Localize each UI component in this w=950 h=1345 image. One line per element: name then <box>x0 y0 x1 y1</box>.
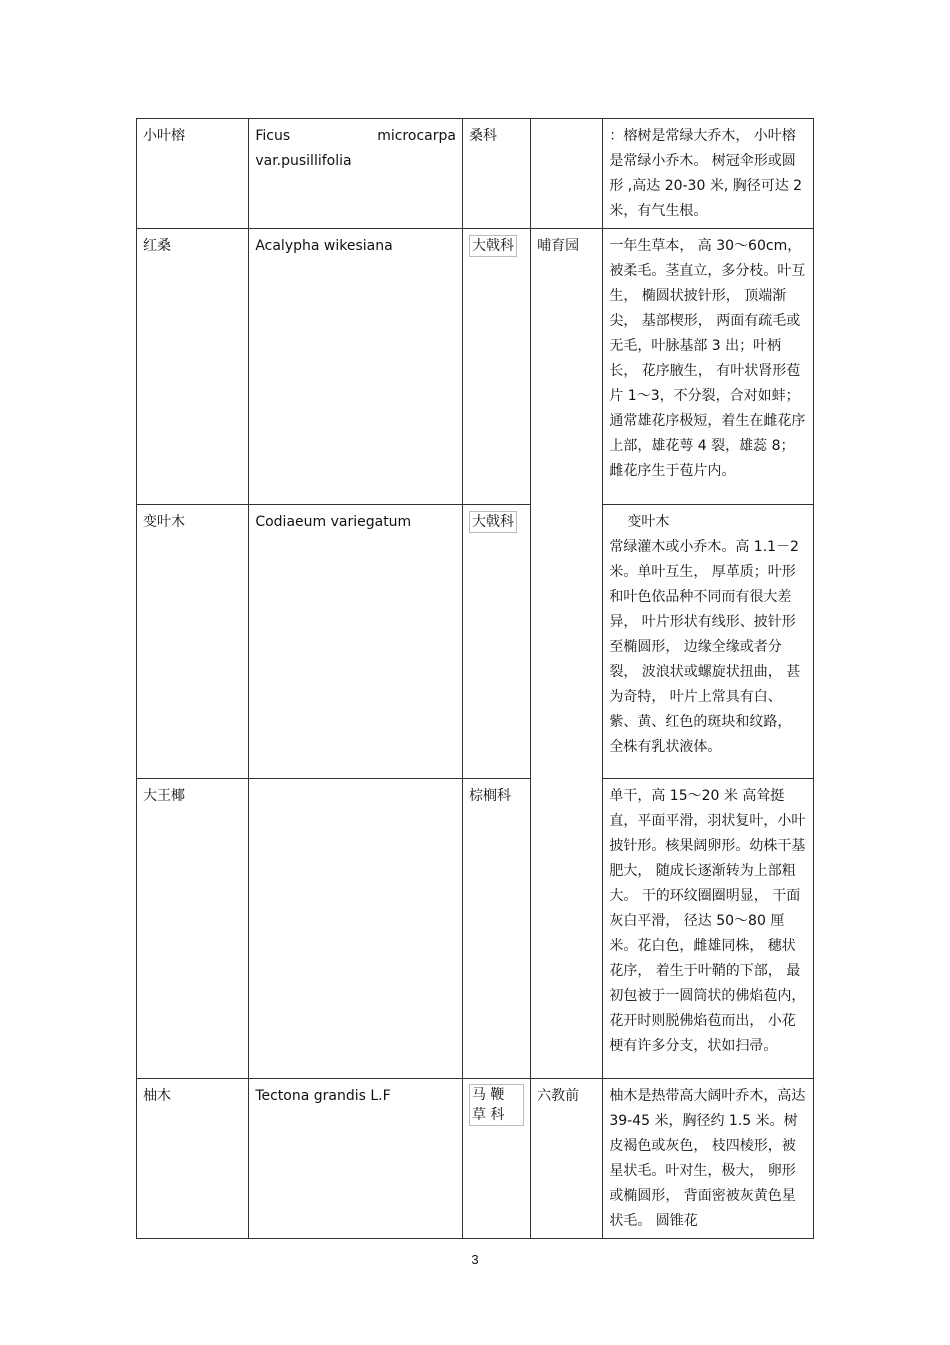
table-row <box>137 1079 814 1239</box>
family-label: 大戟科 <box>469 511 517 533</box>
family-cell <box>462 1079 530 1239</box>
location-cell <box>531 119 603 229</box>
description-cell: 一年生草本， 高 30～60cm，被柔毛。茎直立，多分枝。叶互生， 椭圆状披针形， 顶端渐尖， 基部楔形， 两面有疏毛或无毛，叶脉基部 3 出；叶柄长， 花序腋生， 有叶状肾形苞片 1～3，不分裂，合对如蚌； 通常雄花序极短，着生在雌花序上部，雄花萼 4 裂，雄蕊 8；雌花序生于苞片内。 <box>603 229 814 505</box>
family-cell: 棕榈科 <box>462 779 530 1079</box>
table-row <box>137 119 814 229</box>
family-cell: 桑科 <box>462 119 530 229</box>
latin-name-cell <box>249 779 463 1079</box>
table-row <box>137 779 814 1079</box>
family-cell <box>462 505 530 779</box>
page-number: 3 <box>471 1252 479 1267</box>
family-cell <box>462 229 530 505</box>
chinese-name-cell: 变叶木 <box>137 505 249 779</box>
chinese-name-cell: 红桑 <box>137 229 249 505</box>
table-row <box>137 229 814 505</box>
description-cell <box>603 505 814 779</box>
description-cell: 单干，高 15～20 米 高耸挺直，平面平滑，羽状复叶，小叶披针形。核果阔卵形。幼株干基肥大， 随成长逐渐转为上部粗大。 干的环纹圈圈明显， 干面灰白平滑， 径达 50～80 厘米。花白色，雌雄同株， 穗状花序， 着生于叶鞘的下部， 最初包被于一圆筒状的佛焰苞内， 花开时则脱佛焰苞而出， 小花梗有许多分支，状如扫帚。 <box>603 779 814 1079</box>
description-cell: ：榕树是常绿大乔木， 小叶榕是常绿小乔木。 树冠伞形或圆形 ,高达 20-30 米, 胸径可达 2 米，有气生根。 <box>603 119 814 229</box>
latin-name-cell: Acalypha wikesiana <box>249 229 463 505</box>
chinese-name-cell: 柚木 <box>137 1079 249 1239</box>
table-row <box>137 505 814 779</box>
latin-name-cell: Ficus microcarpa var.pusillifolia <box>249 119 463 229</box>
location-cell: 哺育园 <box>531 229 603 1079</box>
description-text: 常绿灌木或小乔木。高 1.1－2 米。单叶互生， 厚革质；叶形和叶色依品种不同而有很大差异， 叶片形状有线形、披针形至椭圆形， 边缘全缘或者分裂， 波浪状或螺旋状扭曲， 甚为奇特， 叶片上常具有白、 紫、黄、红色的斑块和纹路， 全株有乳状液体。 <box>609 539 801 755</box>
latin-name-cell: Codiaeum variegatum <box>249 505 463 779</box>
chinese-name-cell: 大王椰 <box>137 779 249 1079</box>
chinese-name-cell: 小叶榕 <box>137 119 249 229</box>
description-cell: 柚木是热带高大阔叶乔木，高达 39-45 米，胸径约 1.5 米。树皮褐色或灰色， 枝四棱形，被星状毛。叶对生，极大， 卵形或椭圆形， 背面密被灰黄色星状毛。 圆锥花 <box>603 1079 814 1239</box>
plant-table <box>136 118 814 1239</box>
family-label: 大戟科 <box>469 235 517 257</box>
latin-name-cell: Tectona grandis L.F <box>249 1079 463 1239</box>
description-title: 变叶木 <box>627 514 670 530</box>
family-label: 马 鞭 草 科 <box>469 1084 524 1126</box>
location-cell: 六教前 <box>531 1079 603 1239</box>
